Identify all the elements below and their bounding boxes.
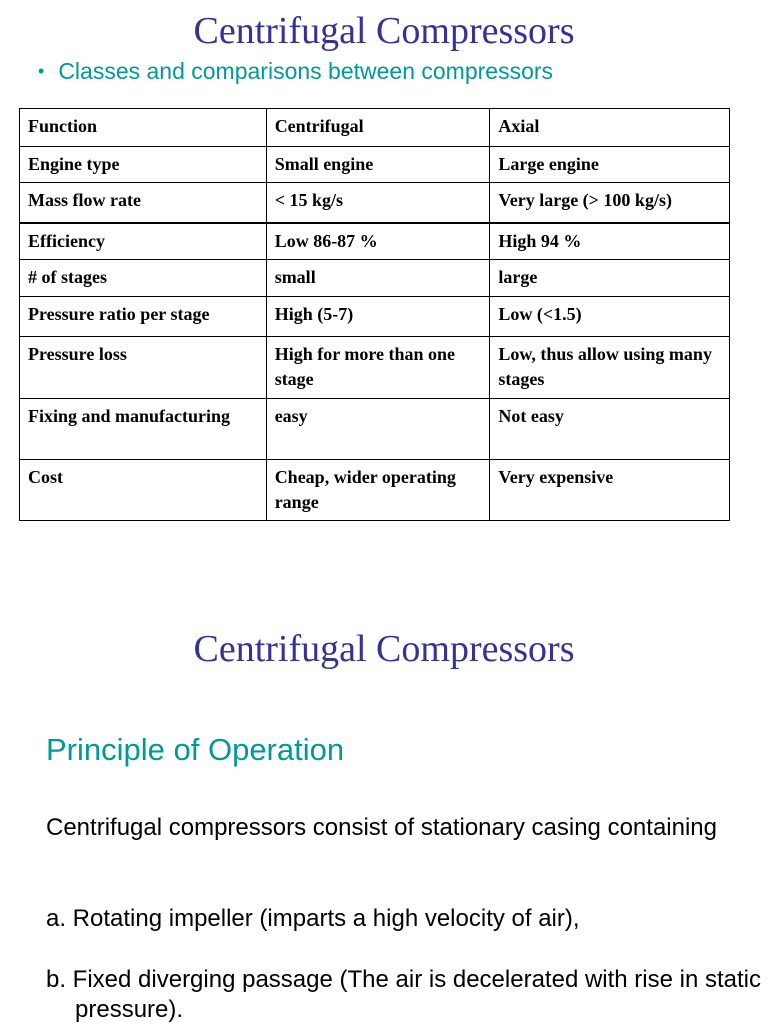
table-cell: High (5-7) bbox=[266, 297, 490, 337]
table-cell: easy bbox=[266, 399, 490, 460]
comparison-table bbox=[19, 108, 730, 521]
table-cell: Pressure loss bbox=[20, 337, 267, 399]
table-cell: High 94 % bbox=[490, 223, 730, 260]
table-cell: Centrifugal bbox=[266, 109, 490, 147]
slide-title: Centrifugal Compressors bbox=[193, 628, 575, 670]
table-cell: Efficiency bbox=[20, 223, 267, 260]
table-row bbox=[20, 183, 730, 223]
table-row bbox=[20, 260, 730, 297]
table-cell: Axial bbox=[490, 109, 730, 147]
table-cell: # of stages bbox=[20, 260, 267, 297]
table-cell: Mass flow rate bbox=[20, 183, 267, 223]
table-cell: Small engine bbox=[266, 147, 490, 183]
bullet-text: Classes and comparisons between compressors bbox=[58, 58, 554, 84]
table-cell: small bbox=[266, 260, 490, 297]
table-row bbox=[20, 337, 730, 399]
list-item-b: b. Fixed diverging passage (The air is decelerated with rise in static pressure). bbox=[46, 966, 762, 1023]
table-cell: Very expensive bbox=[490, 460, 730, 521]
bullet-dot-icon: • bbox=[38, 61, 45, 81]
table-cell: Engine type bbox=[20, 147, 267, 183]
list-item-a: a. Rotating impeller (imparts a high velocity of air), bbox=[46, 905, 580, 932]
table-cell: Low 86-87 % bbox=[266, 223, 490, 260]
table-row bbox=[20, 460, 730, 521]
table-cell: Cost bbox=[20, 460, 267, 521]
table-row bbox=[20, 297, 730, 337]
table-row bbox=[20, 223, 730, 260]
intro-paragraph: Centrifugal compressors consist of stationary casing containing bbox=[46, 814, 717, 841]
table-row bbox=[20, 399, 730, 460]
table-cell: Cheap, wider operating range bbox=[266, 460, 490, 521]
table-cell: large bbox=[490, 260, 730, 297]
table-cell: Large engine bbox=[490, 147, 730, 183]
table-cell: Fixing and manufacturing bbox=[20, 399, 267, 460]
table-cell: Not easy bbox=[490, 399, 730, 460]
slide-title: Centrifugal Compressors bbox=[193, 10, 575, 52]
table-row bbox=[20, 109, 730, 147]
table-cell: Low (<1.5) bbox=[490, 297, 730, 337]
table-cell: Very large (> 100 kg/s) bbox=[490, 183, 730, 223]
table-row bbox=[20, 147, 730, 183]
table-cell: Low, thus allow using many stages bbox=[490, 337, 730, 399]
table-cell: Pressure ratio per stage bbox=[20, 297, 267, 337]
table-cell: < 15 kg/s bbox=[266, 183, 490, 223]
table-cell: Function bbox=[20, 109, 267, 147]
bullet-item bbox=[38, 58, 553, 85]
section-heading: Principle of Operation bbox=[46, 732, 345, 767]
slide-principle bbox=[0, 620, 768, 1024]
table-cell: High for more than one stage bbox=[266, 337, 490, 399]
